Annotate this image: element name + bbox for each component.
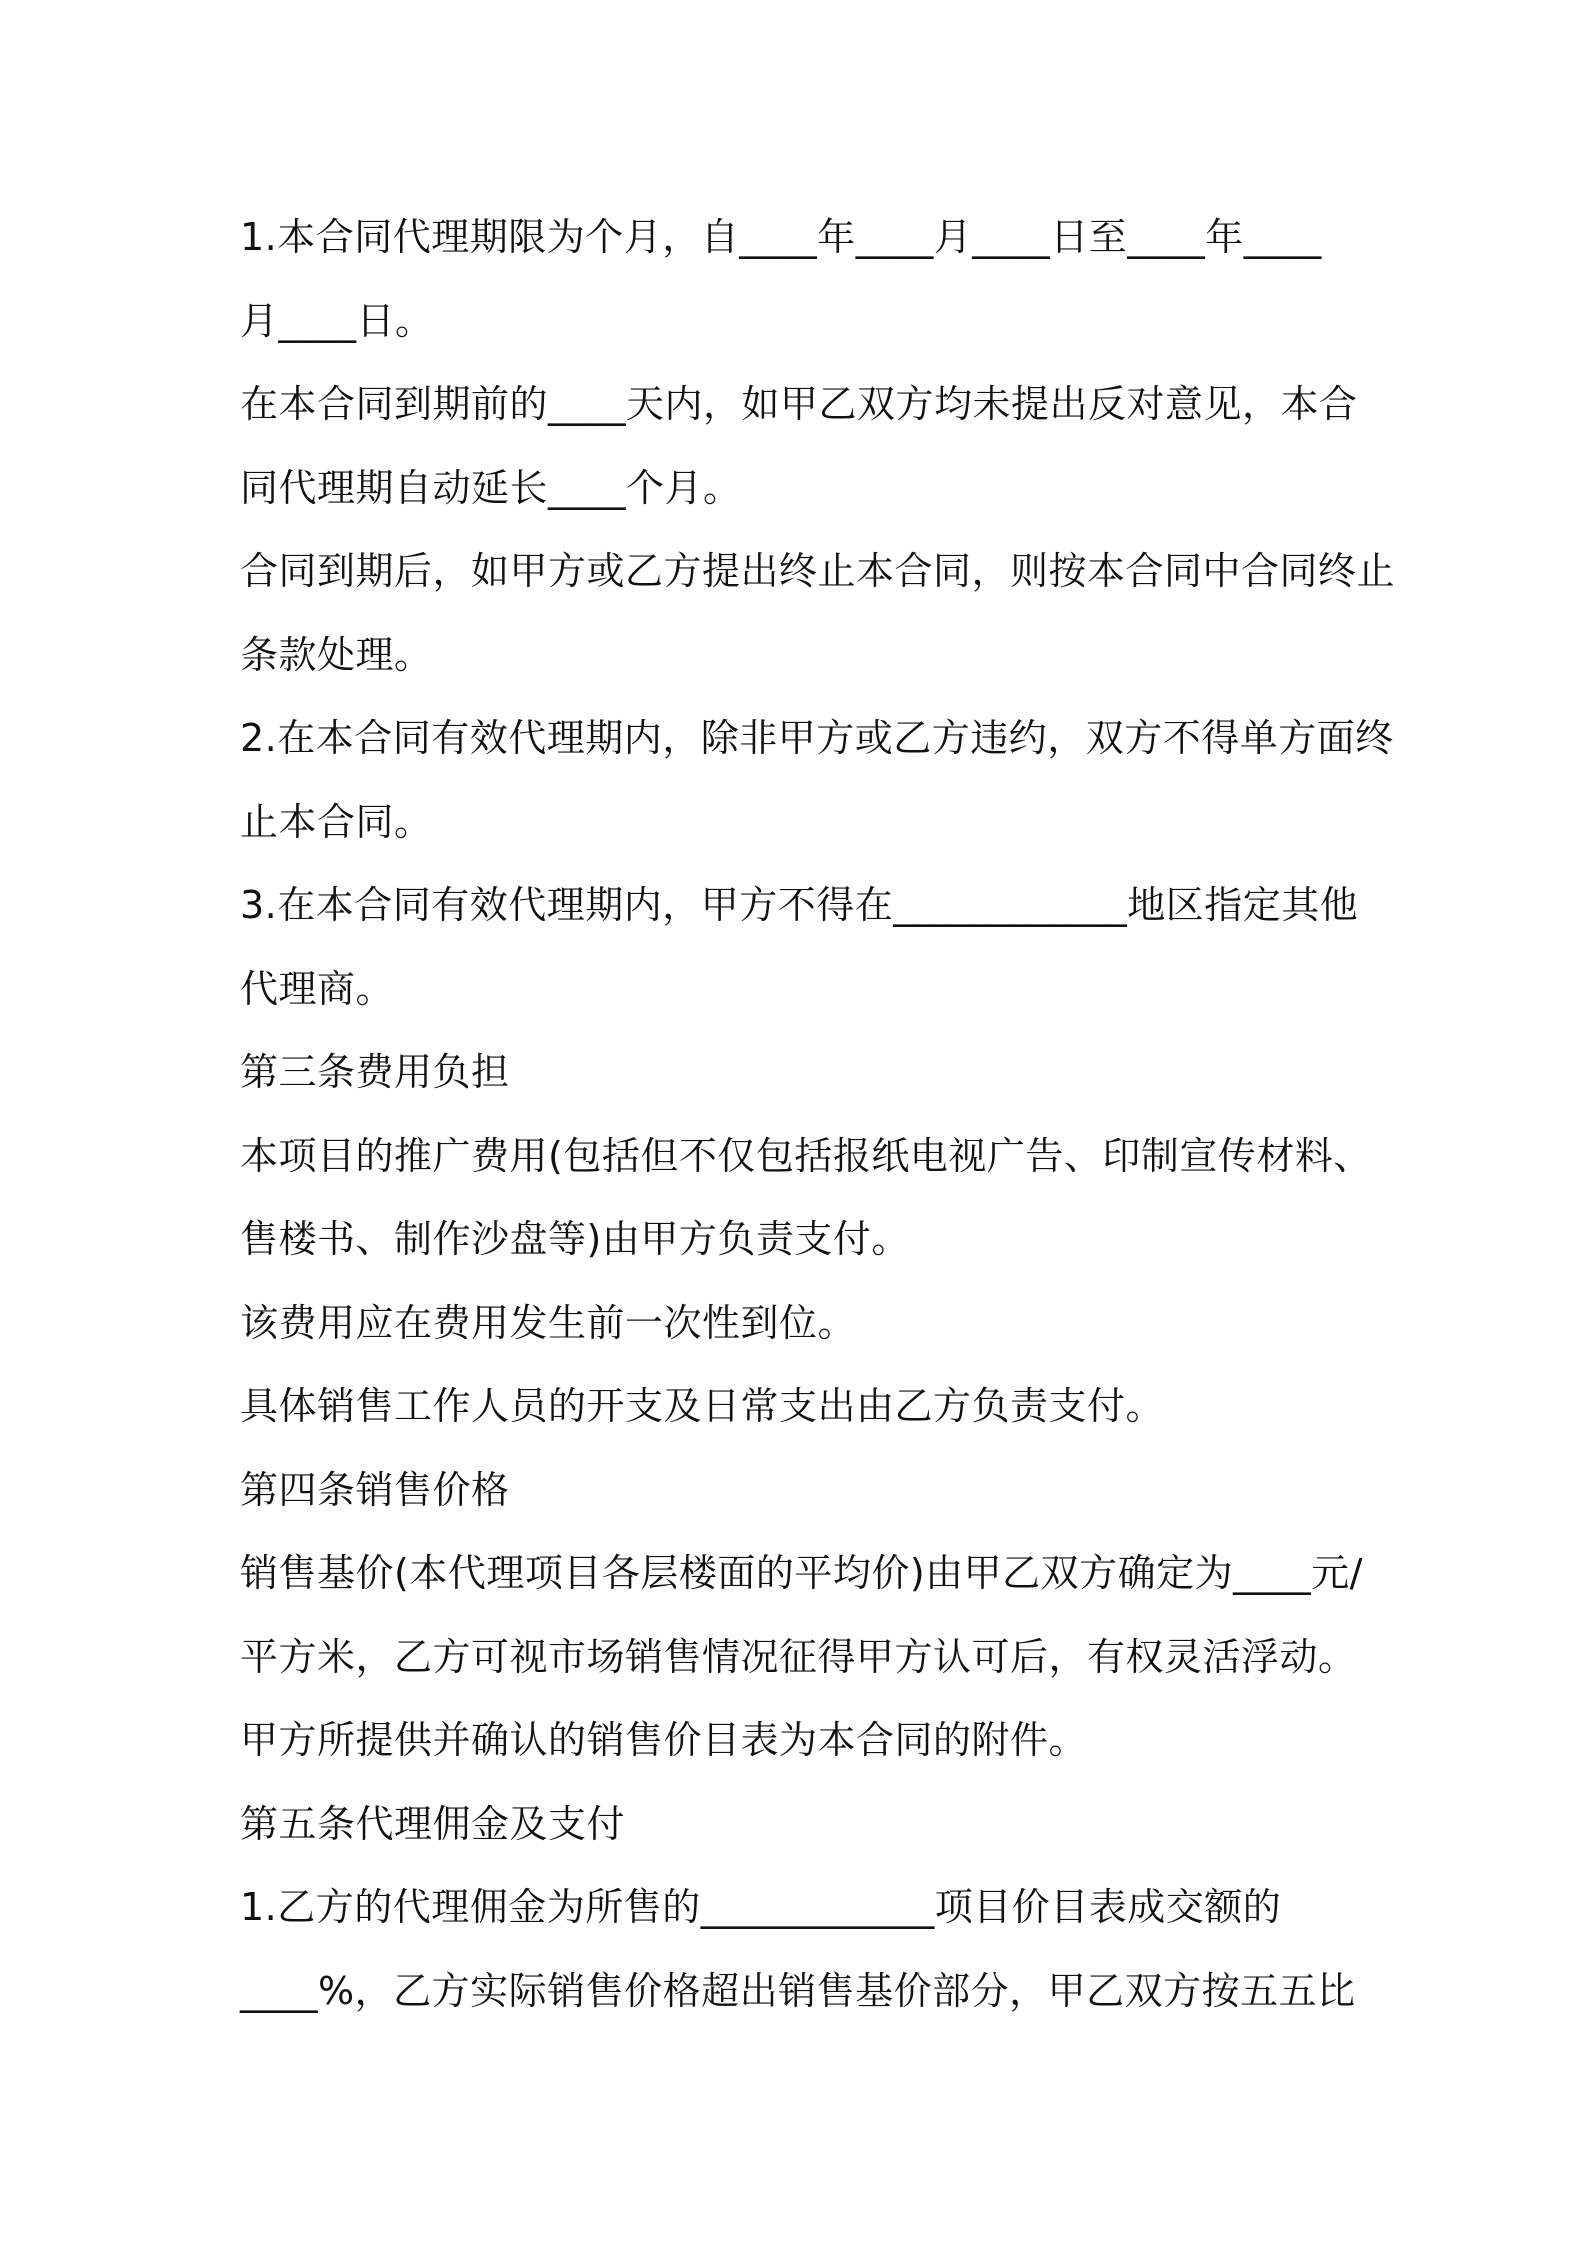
- text-line: 代理商。: [240, 966, 395, 1011]
- text-line: 2.在本合同有效代理期内，除非甲方或乙方违约，双方不得单方面终: [240, 716, 1394, 760]
- text-line: 1.本合同代理期限为个月，自____年____月____日至____年____: [240, 215, 1322, 259]
- section-heading: 第五条代理佣金及支付: [240, 1801, 626, 1846]
- text-line: 甲方所提供并确认的销售价目表为本合同的附件。: [240, 1718, 1088, 1762]
- text-line: 同代理期自动延长____个月。: [240, 465, 742, 510]
- text-line: 在本合同到期前的____天内，如甲乙双方均未提出反对意见，本合: [240, 382, 1358, 426]
- section-heading: 第四条销售价格: [240, 1467, 510, 1512]
- text-line: 合同到期后，如甲方或乙方提出终止本合同，则按本合同中合同终止: [240, 549, 1396, 593]
- text-line: 1.乙方的代理佣金为所售的____________项目价目表成交额的: [240, 1885, 1282, 1929]
- text-line: 具体销售工作人员的开支及日常支出由乙方负责支付。: [240, 1384, 1165, 1428]
- text-line: 销售基价(本代理项目各层楼面的平均价)由甲乙双方确定为____元/: [240, 1551, 1363, 1595]
- text-line: 平方米，乙方可视市场销售情况征得甲方认可后，有权灵活浮动。: [240, 1634, 1357, 1679]
- document-body: [240, 196, 1396, 2033]
- text-line: 售楼书、制作沙盘等)由甲方负责支付。: [240, 1217, 910, 1261]
- text-line: 条款处理。: [240, 632, 433, 677]
- text-line: 该费用应在费用发生前一次性到位。: [240, 1300, 857, 1345]
- text-line: 3.在本合同有效代理期内，甲方不得在____________地区指定其他: [240, 883, 1359, 927]
- text-line: 月____日。: [240, 298, 434, 343]
- text-line: 止本合同。: [240, 799, 433, 844]
- text-line: 本项目的推广费用(包括但不仅包括报纸电视广告、印制宣传材料、: [240, 1133, 1372, 1178]
- text-line: ____%，乙方实际销售价格超出销售基价部分，甲乙双方按五五比: [240, 1968, 1356, 2013]
- section-heading: 第三条费用负担: [240, 1050, 510, 1094]
